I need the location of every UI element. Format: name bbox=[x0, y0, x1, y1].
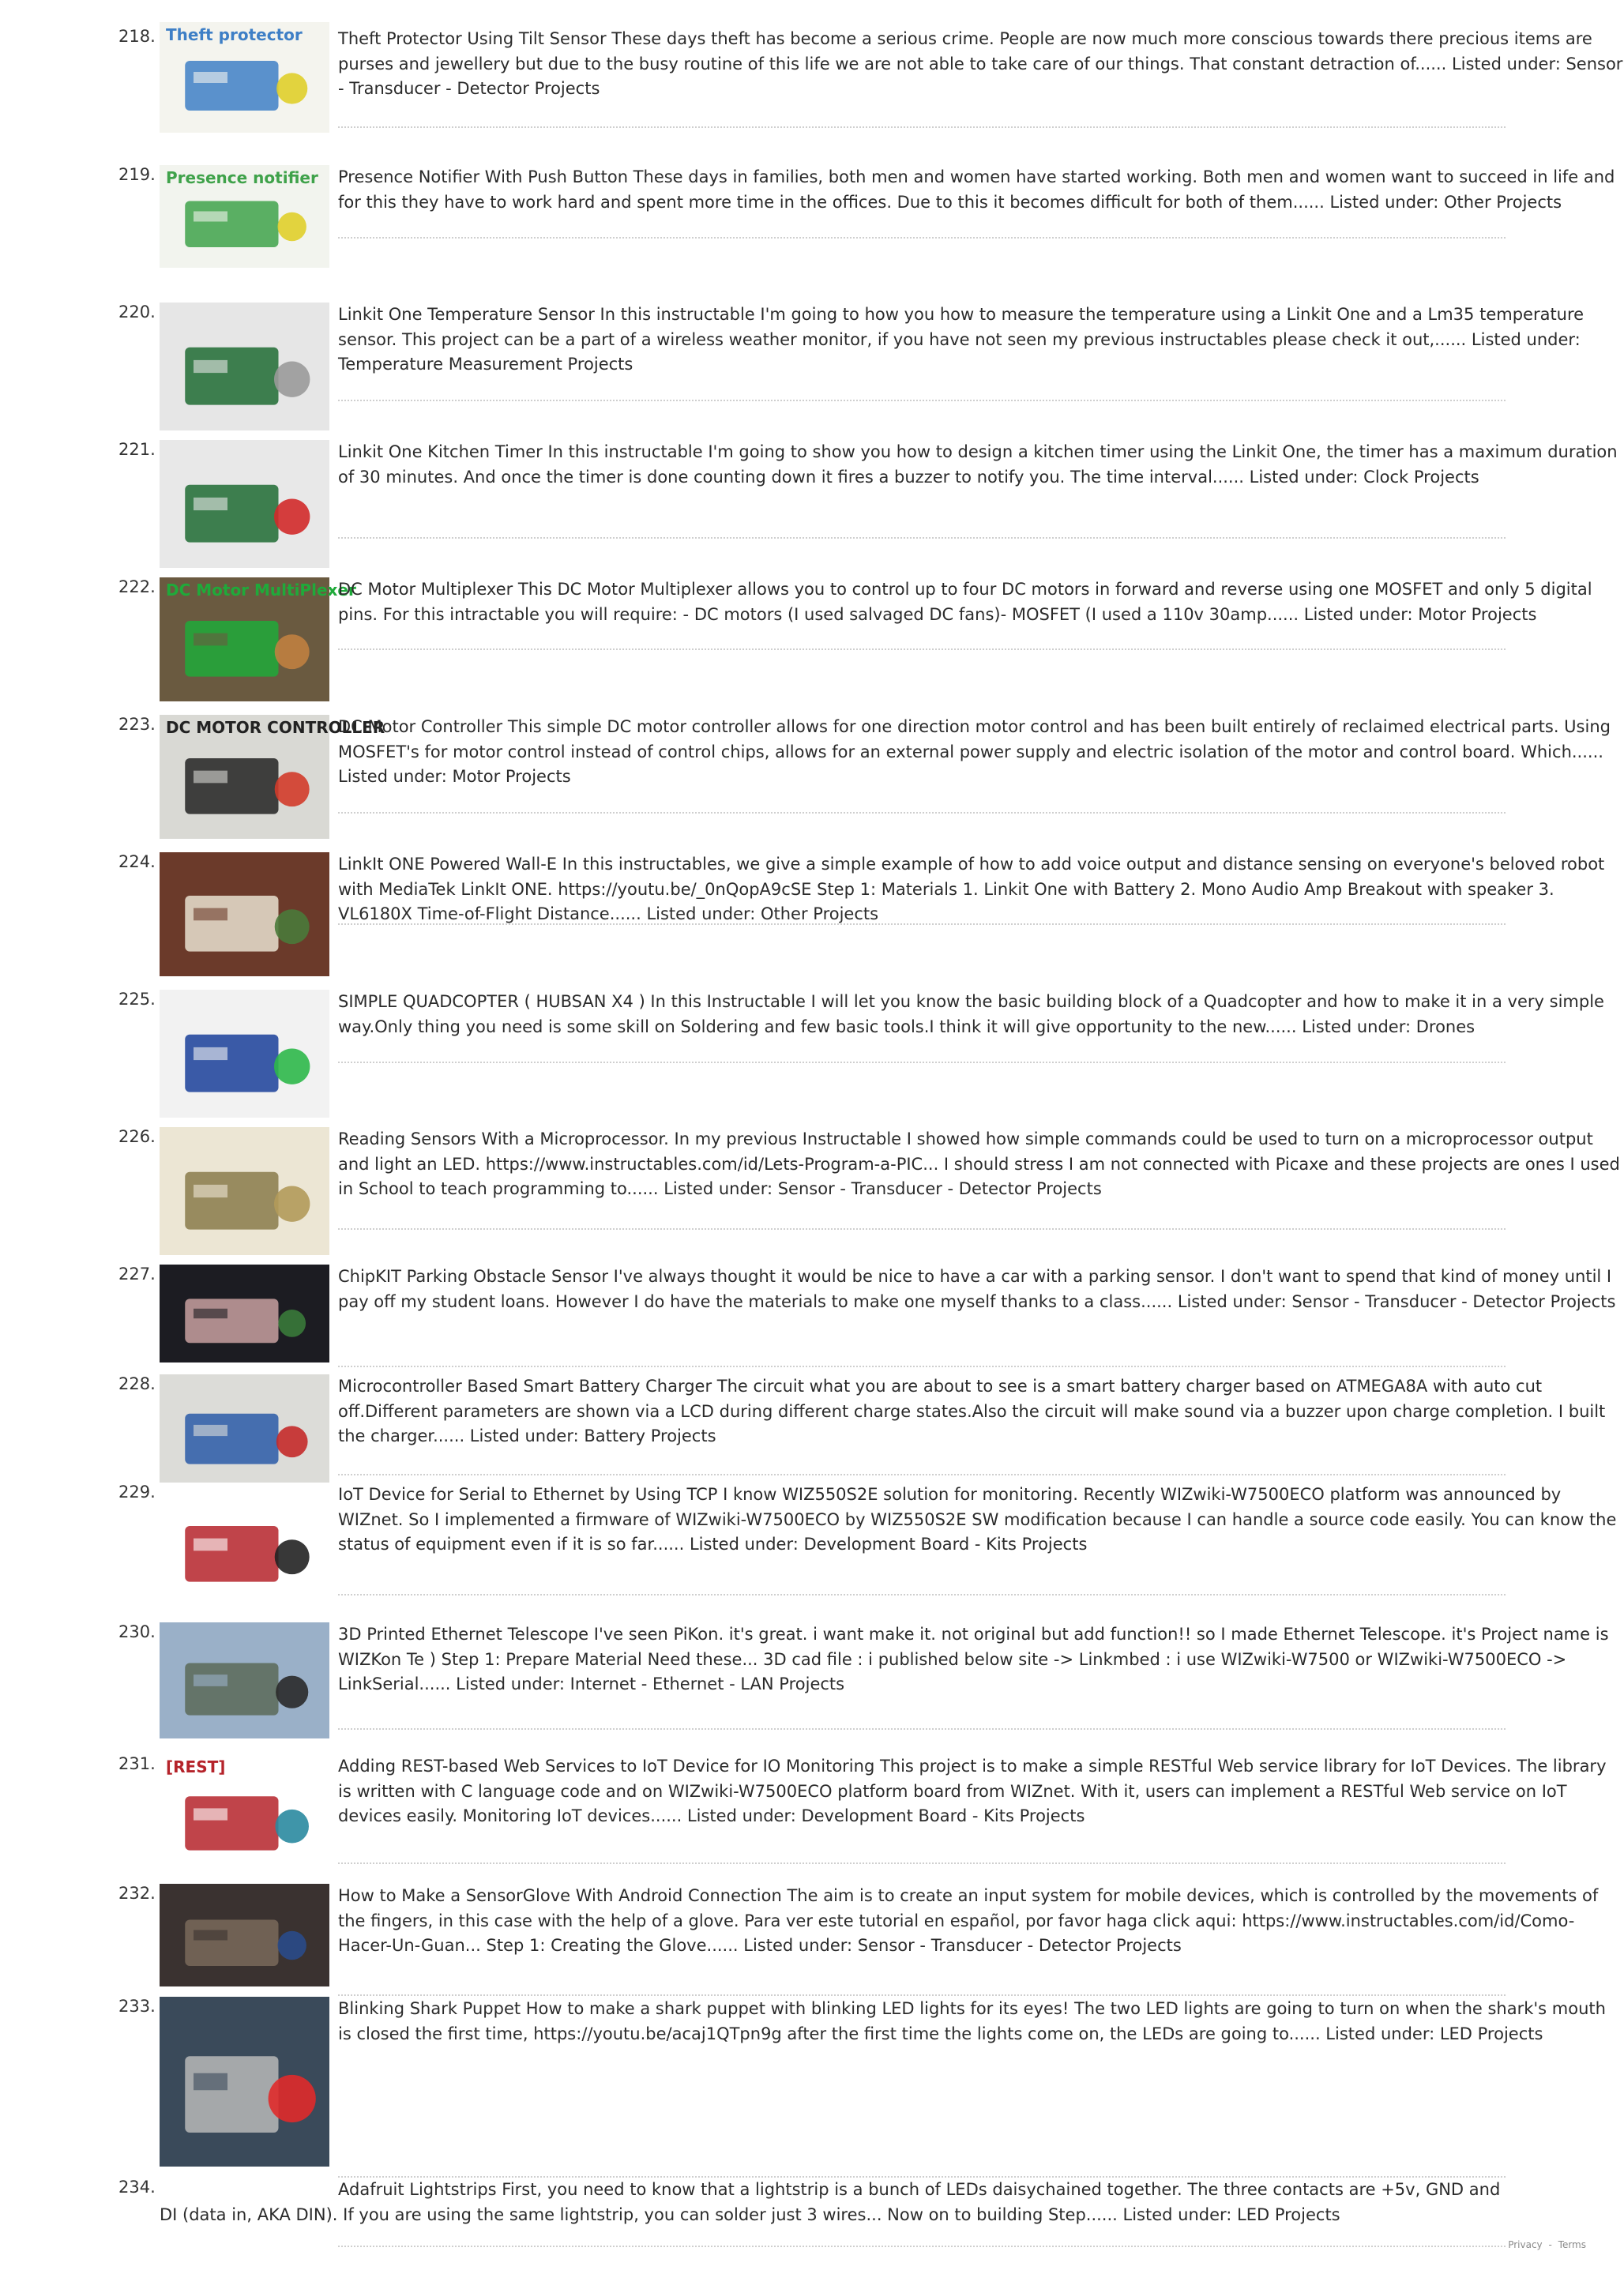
thumbnail-caption: Presence notifier bbox=[166, 168, 318, 187]
item-number: 231. bbox=[118, 1754, 156, 1773]
item-number: 225. bbox=[118, 990, 156, 1009]
item-description-link[interactable]: 3D Printed Ethernet Telescope I've seen PiKon. it's great. i want make it. not original but add function!! so I made Ethernet Telescope. it's Project name is WIZKon Te ) Step 1: Prepare Material Need these... 3D cad file : i published below site -> Linkmbed : i use WIZwiki-W7500 or WIZwiki-W7500ECO -> LinkSerial...... Listed under: Internet - Ethernet - LAN Projects bbox=[338, 1625, 1609, 1693]
item-description-link[interactable]: Microcontroller Based Smart Battery Charger The circuit what you are about to see is a smart battery charger based on ATMEGA8A with auto cut off.Different parameters are shown via a LCD during different charge states.Also the circuit will make sound via a buzzer upon charge completion. I built the charger...... Listed under: Battery Projects bbox=[338, 1377, 1606, 1445]
quadcopter-thumbnail[interactable] bbox=[160, 990, 329, 1118]
recaptcha-footer bbox=[1505, 2239, 1586, 2250]
item-description-link[interactable]: DC Motor Controller This simple DC motor controller allows for one direction motor control and has been built entirely of reclaimed electrical parts. Using MOSFET's for motor control instead of control chips, allows for an external power supply and electric isolation of the motor and control board. Which...... Listed under: Motor Projects bbox=[338, 717, 1611, 786]
rest-board-thumbnail[interactable] bbox=[160, 1754, 329, 1874]
sensor-wire-thumbnail[interactable] bbox=[160, 1127, 329, 1255]
item-description-link[interactable]: DC Motor Multiplexer This DC Motor Multiplexer allows you to control up to four DC motors in forward and reverse using one MOSFET and only 5 digital pins. For this intractable you will require: - DC motors (I used salvaged DC fans)- MOSFET (I used a 110v 30amp...... Listed under: Motor Projects bbox=[338, 580, 1592, 624]
item-number: 233. bbox=[118, 1997, 156, 2016]
item-separator bbox=[338, 812, 1506, 814]
item-number: 227. bbox=[118, 1265, 156, 1284]
item-separator bbox=[338, 1062, 1506, 1063]
item-description-link[interactable]: Linkit One Kitchen Timer In this instructable I'm going to show you how to design a kitchen timer using the Linkit One, the timer has a maximum duration of 30 minutes. And once the timer is done counting down it fires a buzzer to notify you. The time interval...... Listed under: Clock Projects bbox=[338, 442, 1618, 487]
item-separator bbox=[338, 1862, 1506, 1864]
item-number: 219. bbox=[118, 165, 156, 184]
item-number: 223. bbox=[118, 715, 156, 734]
item-description-link[interactable]: SIMPLE QUADCOPTER ( HUBSAN X4 ) In this Instructable I will let you know the basic building block of a Quadcopter and how to make it in a very simple way.Only thing you need is some skill on Soldering and few basic tools.I think it will give opportunity to the new...... Listed under: Drones bbox=[338, 992, 1604, 1036]
item-description-link[interactable]: Linkit One Temperature Sensor In this instructable I'm going to how you how to measure the temperature using a Linkit One and a Lm35 temperature sensor. This project can be a part of a wireless weather monitor, if you have not seen my previous instructables please check it out,...... Listed under: Temperature Measurement Projects bbox=[338, 305, 1585, 374]
item-separator bbox=[338, 923, 1506, 925]
item-separator bbox=[338, 237, 1506, 239]
item-separator bbox=[338, 648, 1506, 650]
item-description-link[interactable]: How to Make a SensorGlove With Android Connection The aim is to create an input system for mobile devices, which is controlled by the movements of the fingers, in this case with the help of a glove. Para ver este tutorial en español, por favor haga click aqui: https://www.instructables.com/id/Como-Hacer-Un-Guan... Step 1: Creating the Glove...... Listed under: Sensor - Transducer - Detector Projects bbox=[338, 1886, 1599, 1955]
item-description-link[interactable]: Theft Protector Using Tilt Sensor These days theft has become a serious crime. People are now much more conscious towards there precious items are purses and jewellery but due to the busy routine of this life we are not able to take care of our things. That constant detraction of...... Listed under: Sensor - Transducer - Detector Projects bbox=[338, 29, 1623, 98]
item-number: 221. bbox=[118, 440, 156, 459]
thumbnail-caption: DC MOTOR CONTROLLER bbox=[166, 718, 385, 737]
item-separator bbox=[338, 1728, 1506, 1730]
wizwiki-board-thumbnail[interactable] bbox=[160, 1483, 329, 1607]
theft-protector-thumbnail[interactable] bbox=[160, 22, 329, 133]
item-separator bbox=[338, 1366, 1506, 1367]
item-description-link[interactable]: Reading Sensors With a Microprocessor. In my previous Instructable I showed how simple commands could be used to turn on a microprocessor output and light an LED. https://www.instructables.com/id/Lets-Program-a-PIC... I should stress I am not connected with Picaxe and these projects are ones I used in School to teach programming to...... Listed under: Sensor - Transducer - Detector Projects bbox=[338, 1129, 1620, 1198]
item-number: 218. bbox=[118, 27, 156, 46]
sensor-glove-thumbnail[interactable] bbox=[160, 1884, 329, 1986]
item-number: 228. bbox=[118, 1374, 156, 1393]
parking-sensor-thumbnail[interactable] bbox=[160, 1265, 329, 1362]
item-number: 232. bbox=[118, 1884, 156, 1903]
kitchen-timer-board-thumbnail[interactable] bbox=[160, 440, 329, 568]
item-separator bbox=[338, 126, 1506, 128]
item-number: 220. bbox=[118, 303, 156, 321]
item-description-link[interactable]: Adafruit Lightstrips First, you need to know that a lightstrip is a bunch of LEDs daisychained together. The three contacts are +5v, GND and DI (data in, AKA DIN). If you are using the same lightstrip, you can solder just 3 wires... Now on to building Step...... Listed under: LED Projects bbox=[160, 2180, 1501, 2224]
item-description-link[interactable]: ChipKIT Parking Obstacle Sensor I've always thought it would be nice to have a car with a parking sensor. I don't want to spend that kind of money until I pay off my student loans. However I do have the materials to make one myself thanks to a class...... Listed under: Sensor - Transducer - Detector Projects bbox=[338, 1267, 1616, 1311]
thumbnail-caption: DC Motor MultiPlexer bbox=[166, 581, 356, 600]
item-separator bbox=[338, 537, 1506, 539]
item-separator bbox=[338, 1994, 1506, 1996]
temperature-sensor-board-thumbnail[interactable] bbox=[160, 303, 329, 430]
presence-notifier-thumbnail[interactable] bbox=[160, 165, 329, 268]
item-number: 230. bbox=[118, 1622, 156, 1641]
item-description-link[interactable]: LinkIt ONE Powered Wall-E In this instructables, we give a simple example of how to add voice output and distance sensing on everyone's beloved robot with MediaTek LinkIt ONE. https://youtu.be/_0nQopA9cSE Step 1: Materials 1. Linkit One with Battery 2. Mono Audio Amp Breakout with speaker 3. VL6180X Time-of-Flight Distance...... Listed under: Other Projects bbox=[338, 855, 1605, 923]
item-number: 222. bbox=[118, 577, 156, 596]
dc-motor-multiplexer-thumbnail[interactable] bbox=[160, 577, 356, 701]
privacy-link[interactable]: Privacy bbox=[1508, 2239, 1543, 2250]
terms-link[interactable]: Terms bbox=[1558, 2239, 1586, 2250]
item-description-link[interactable]: Adding REST-based Web Services to IoT Device for IO Monitoring This project is to make a simple RESTful Web service library for IoT Devices. The library is written with C language code and on WIZwiki-W7500ECO platform board from WIZnet. With it, users can implement a RESTful Web service on IoT devices easily. Monitoring IoT devices...... Listed under: Development Board - Kits Projects bbox=[338, 1757, 1607, 1825]
item-separator bbox=[338, 1474, 1506, 1475]
shark-puppet-thumbnail[interactable] bbox=[160, 1997, 329, 2167]
wall-e-robot-thumbnail[interactable] bbox=[160, 852, 329, 976]
footer-separator: - bbox=[1548, 2239, 1552, 2250]
item-description-link[interactable]: Presence Notifier With Push Button These days in families, both men and women have started working. Both men and women want to succeed in life and for this they have to work hard and spent more time in the offices. Due to this it becomes difficult for both of them...... Listed under: Other Projects bbox=[338, 167, 1615, 212]
item-separator bbox=[338, 2246, 1506, 2247]
thumbnail-caption: [REST] bbox=[166, 1757, 226, 1776]
item-description-link[interactable]: IoT Device for Serial to Ethernet by Using TCP I know WIZ550S2E solution for monitoring. Recently WIZwiki-W7500ECO platform was announced by WIZnet. So I implemented a firmware of WIZwiki-W7500ECO by WIZ550S2E SW modification because I can handle a source code easily. You can know the status of equipment even if it is so far...... Listed under: Development Board - Kits Projects bbox=[338, 1485, 1617, 1554]
item-description-link[interactable]: Blinking Shark Puppet How to make a shark puppet with blinking LED lights for its eyes! The two LED lights are going to turn on when the shark's mouth is closed the first time, https://youtu.be/acaj1QTpn9g after the first time the lights come on, the LEDs are going to...... Listed under: LED Projects bbox=[338, 1999, 1606, 2043]
item-number: 229. bbox=[118, 1483, 156, 1502]
battery-charger-thumbnail[interactable] bbox=[160, 1374, 329, 1487]
item-number: 224. bbox=[118, 852, 156, 871]
item-number: 234. bbox=[118, 2178, 156, 2197]
item-separator bbox=[338, 1594, 1506, 1596]
item-number: 226. bbox=[118, 1127, 156, 1146]
ethernet-telescope-thumbnail[interactable] bbox=[160, 1622, 329, 1738]
item-separator bbox=[338, 400, 1506, 401]
dc-motor-controller-thumbnail[interactable] bbox=[160, 715, 385, 839]
thumbnail-caption: Theft protector bbox=[166, 25, 303, 44]
item-separator bbox=[338, 1228, 1506, 1230]
